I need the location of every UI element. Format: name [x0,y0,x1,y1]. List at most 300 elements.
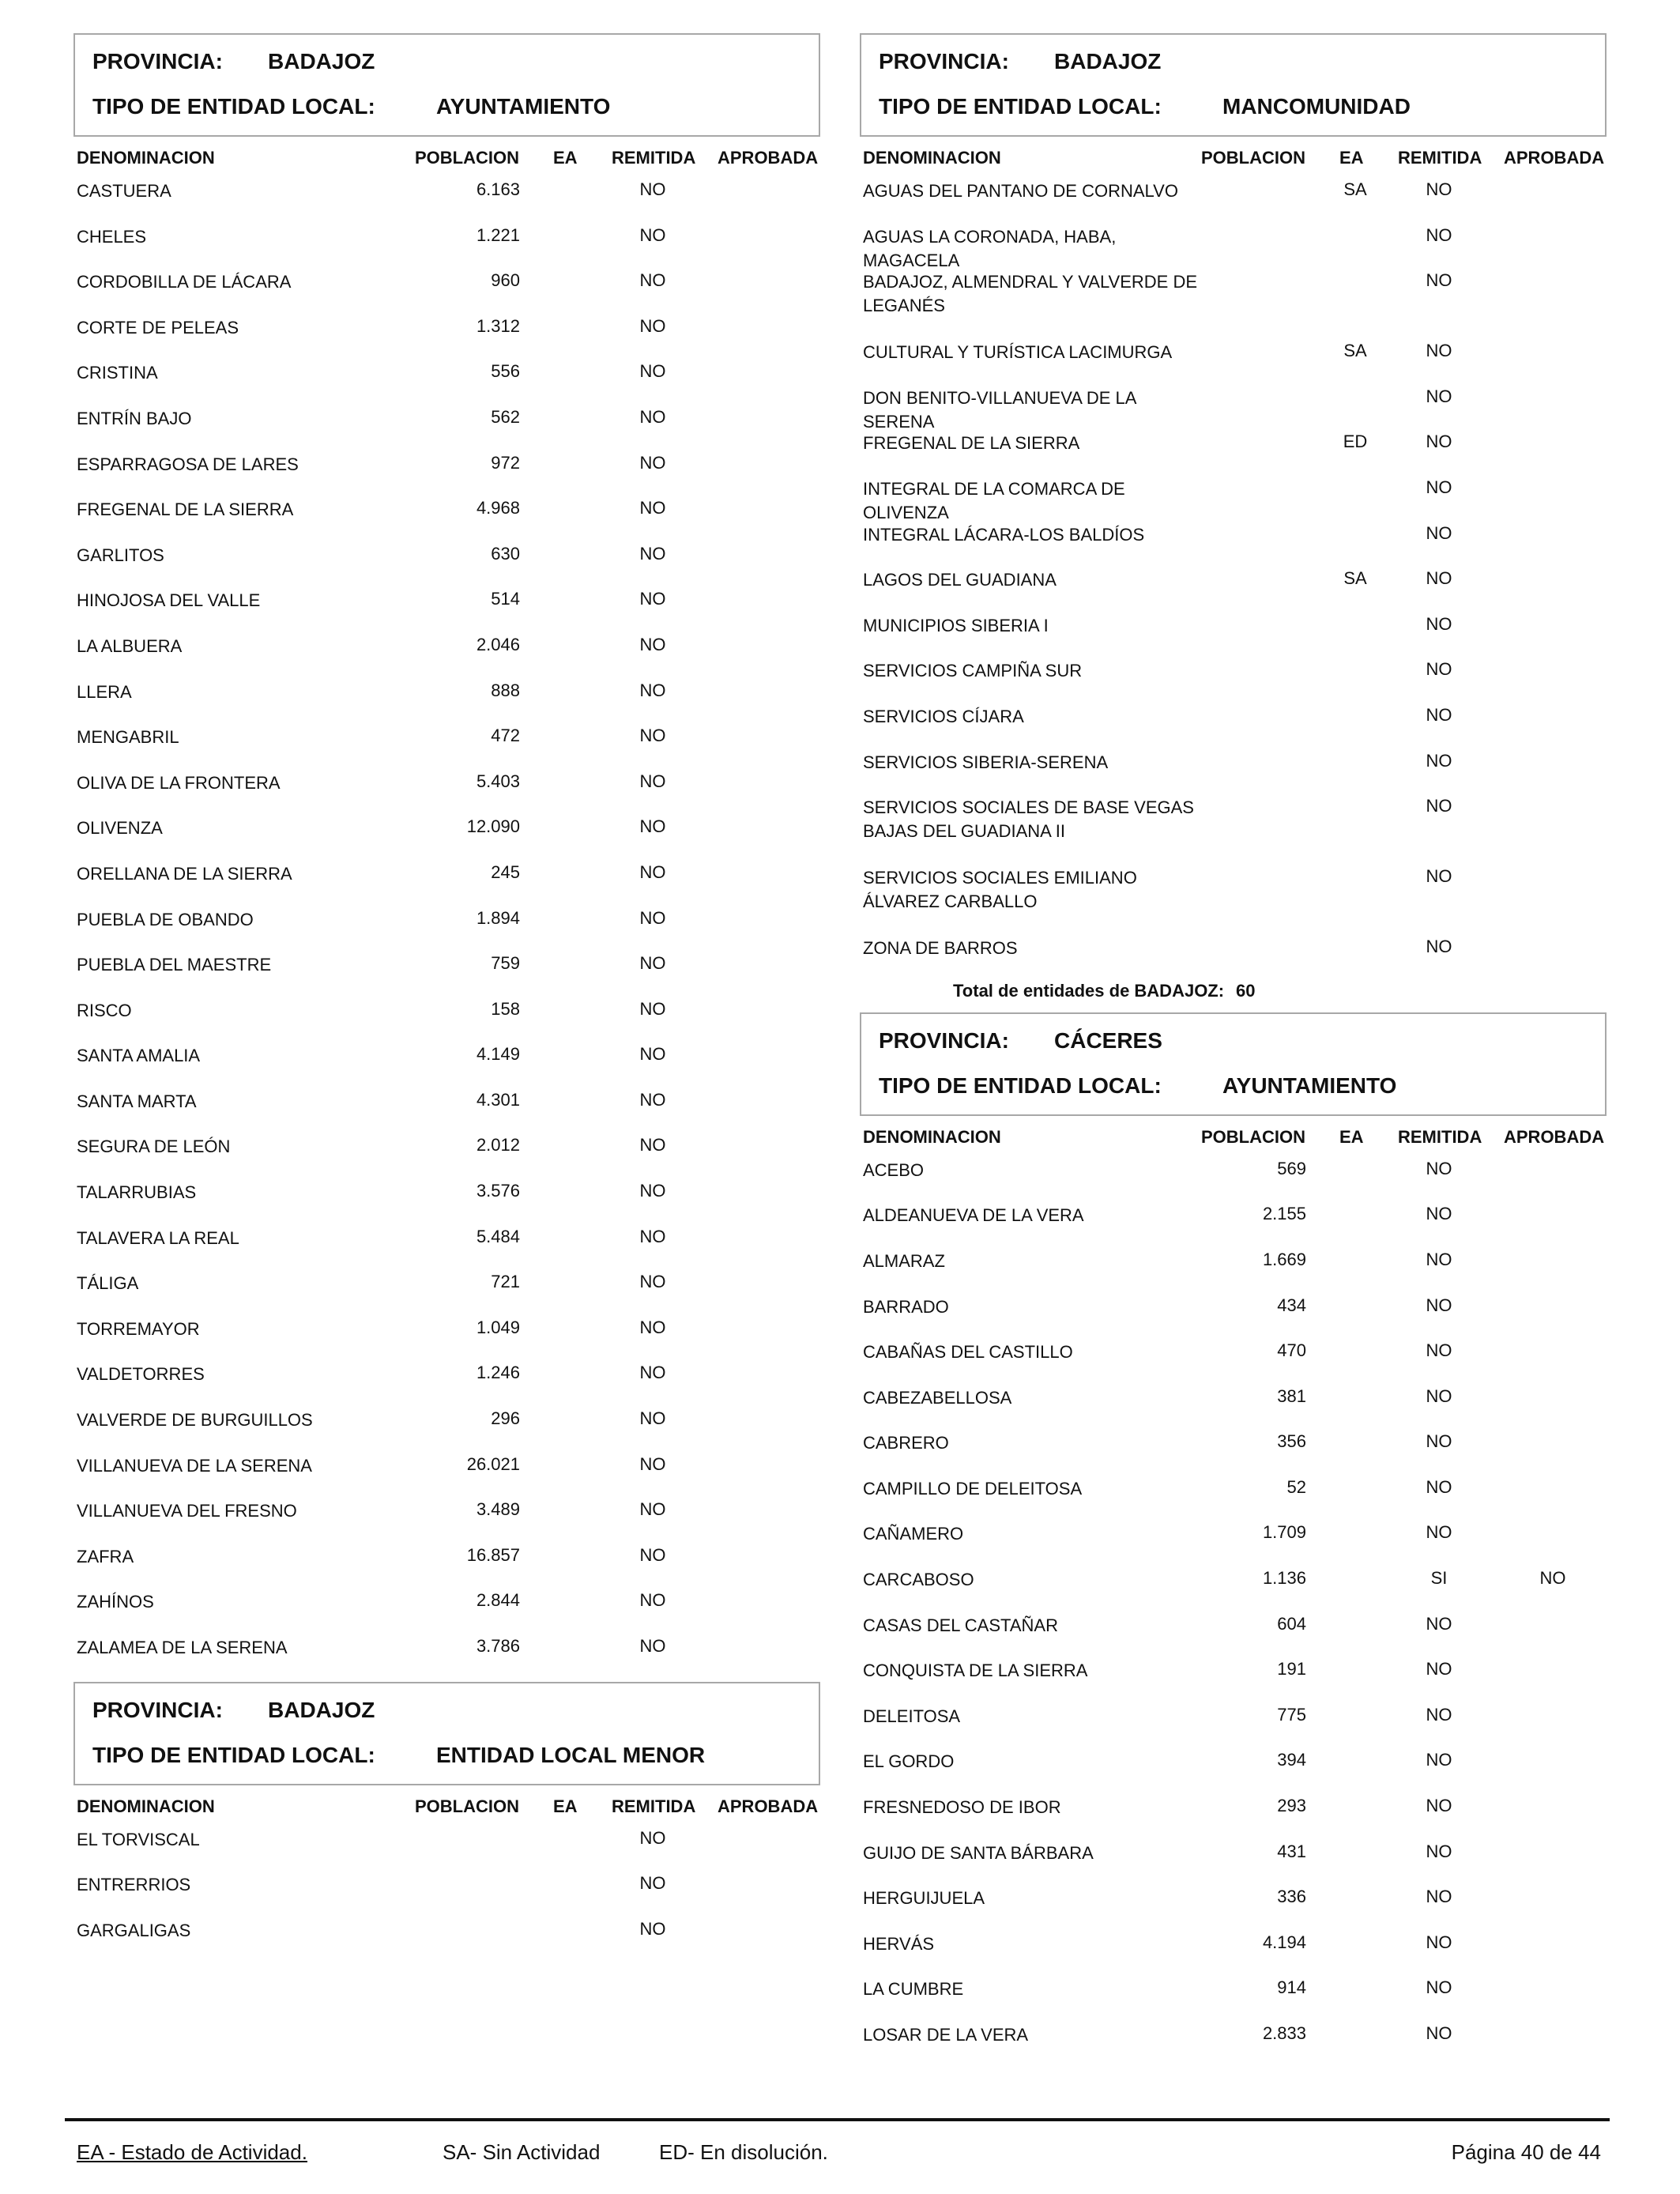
provincia-label: PROVINCIA: [92,49,223,74]
table-row [73,1634,820,1680]
cell-denominacion: CABRERO [863,1433,949,1453]
cell-remitida: NO [639,498,666,518]
table-row [860,1931,1607,1977]
cell-poblacion: 52 [1286,1476,1306,1497]
cell-poblacion: 562 [491,406,520,427]
cell-remitida: SI [1430,1568,1448,1589]
cell-remitida: NO [1426,477,1452,497]
cell-denominacion: ENTRERRIOS [77,1875,191,1895]
cell-remitida: NO [639,1363,666,1383]
cell-remitida: NO [639,1544,666,1565]
cell-denominacion: ORELLANA DE LA SIERRA [77,863,292,884]
cell-denominacion: MUNICIPIOS SIBERIA I [863,615,1049,635]
cell-denominacion: SERVICIOS SIBERIA-SERENA [863,752,1109,772]
table-row [860,1202,1607,1248]
cell-poblacion: 759 [491,953,520,974]
table-row [860,1294,1607,1340]
cell-poblacion: 3.489 [476,1499,520,1520]
table-row [860,430,1607,476]
cell-poblacion: 4.149 [476,1044,520,1065]
table-row [860,1657,1607,1703]
cell-poblacion: 960 [491,270,520,291]
cell-denominacion: HERGUIJUELA [863,1888,985,1909]
table-row [860,269,1607,339]
cell-denominacion: TÁLIGA [77,1273,139,1294]
cell-denominacion: SERVICIOS SOCIALES DE BASE VEGAS BAJAS DEL GUADIANA II [863,797,1194,842]
cell-poblacion: 569 [1277,1158,1306,1178]
cell-remitida: NO [639,1272,666,1292]
cell-poblacion: 245 [491,861,520,882]
table-row [860,1748,1607,1794]
cell-remitida: NO [639,998,666,1019]
cell-poblacion: 3.576 [476,1181,520,1201]
table-row [860,1703,1607,1749]
table-row [73,815,820,861]
header-remitida: REMITIDA [1398,1126,1482,1147]
cell-denominacion: VILLANUEVA DEL FRESNO [77,1501,297,1521]
cell-poblacion: 1.312 [476,315,520,336]
cell-remitida: NO [639,452,666,473]
cell-remitida: NO [639,361,666,382]
cell-denominacion: GARLITOS [77,545,164,565]
cell-remitida: NO [1426,1841,1452,1861]
provincia-label: PROVINCIA: [879,49,1009,74]
table-row [73,1225,820,1271]
cell-denominacion: ALMARAZ [863,1250,945,1271]
column-headers [73,1785,820,1826]
cell-poblacion: 4.301 [476,1089,520,1110]
cell-remitida: NO [1426,270,1452,291]
header-denominacion: DENOMINACION [77,1796,215,1816]
table-row [73,679,820,725]
cell-poblacion: 2.833 [1262,2023,1306,2043]
tipo-entidad-line [92,94,611,119]
table-row [860,1476,1607,1521]
table-row [73,1361,820,1407]
cell-denominacion: LA ALBUERA [77,635,183,656]
cell-denominacion: CASTUERA [77,181,171,201]
cell-poblacion: 630 [491,543,520,564]
cell-remitida: NO [639,406,666,427]
tipo-entidad-value: ENTIDAD LOCAL MENOR [436,1742,706,1767]
cell-remitida: NO [1426,568,1452,589]
cell-denominacion: INTEGRAL LÁCARA-LOS BALDÍOS [863,524,1145,545]
provincia-value: BADAJOZ [268,49,375,74]
cell-denominacion: OLIVA DE LA FRONTERA [77,772,281,793]
cell-remitida: NO [639,953,666,974]
tipo-entidad-value: AYUNTAMIENTO [1222,1072,1397,1098]
cell-remitida: NO [639,1089,666,1110]
cell-remitida: NO [639,589,666,609]
tipo-entidad-label: TIPO DE ENTIDAD LOCAL: [879,94,1162,119]
cell-denominacion: VALVERDE DE BURGUILLOS [77,1410,313,1431]
cell-denominacion: RISCO [77,1000,132,1020]
entity-table [860,178,1607,981]
cell-poblacion: 470 [1277,1340,1306,1361]
cell-denominacion: OLIVENZA [77,818,163,839]
table-row [860,1430,1607,1476]
cell-poblacion: 1.894 [476,907,520,928]
cell-poblacion: 1.246 [476,1363,520,1383]
cell-remitida: NO [1426,1887,1452,1907]
cell-remitida: NO [639,1135,666,1155]
cell-ea: SA [1343,568,1367,589]
table-row [73,1544,820,1589]
table-row [860,224,1607,270]
table-row [860,1248,1607,1294]
tipo-entidad-line [92,1742,706,1768]
cell-remitida: NO [639,1827,666,1848]
cell-remitida: NO [1426,1796,1452,1816]
table-row [860,476,1607,522]
table-row [860,1612,1607,1658]
table-row [73,770,820,816]
section-header [73,1682,820,1785]
table-row [860,935,1607,981]
table-row [73,178,820,224]
cell-denominacion: GARGALIGAS [77,1920,191,1940]
cell-denominacion: SERVICIOS CÍJARA [863,706,1024,726]
header-ea: EA [553,1796,578,1816]
cell-denominacion: AGUAS DEL PANTANO DE CORNALVO [863,181,1178,201]
table-row [73,496,820,542]
cell-denominacion: SERVICIOS CAMPIÑA SUR [863,661,1083,681]
header-aprobada: APROBADA [718,148,819,168]
footer-divider [65,2118,1610,2121]
table-row [73,861,820,907]
cell-poblacion: 6.163 [476,179,520,199]
cell-remitida: NO [1426,750,1452,771]
cell-remitida: NO [639,1499,666,1520]
cell-poblacion: 888 [491,680,520,700]
cell-remitida: NO [639,1453,666,1474]
cell-poblacion: 191 [1277,1659,1306,1679]
cell-ea: SA [1343,179,1367,199]
cell-denominacion: LA CUMBRE [863,1979,964,2000]
table-row [73,451,820,497]
cell-remitida: NO [1426,1522,1452,1543]
cell-denominacion: PUEBLA DEL MAESTRE [77,955,272,975]
table-row [860,522,1607,567]
cell-denominacion: CAÑAMERO [863,1524,964,1544]
table-row [860,658,1607,703]
cell-denominacion: CRISTINA [77,363,158,383]
cell-poblacion: 296 [491,1408,520,1429]
cell-poblacion: 604 [1277,1613,1306,1634]
cell-denominacion: CORDOBILLA DE LÁCARA [77,272,292,292]
cell-denominacion: PUEBLA DE OBANDO [77,909,254,929]
total-label: Total de entidades de BADAJOZ: [953,980,1225,1001]
table-row [73,1270,820,1316]
cell-denominacion: ACEBO [863,1159,925,1180]
tipo-entidad-label: TIPO DE ENTIDAD LOCAL: [92,94,375,119]
cell-remitida: NO [639,771,666,791]
cell-remitida: NO [1426,1932,1452,1952]
cell-denominacion: EL TORVISCAL [77,1829,200,1849]
page-number: Página 40 de 44 [1451,2140,1601,2164]
header-denominacion: DENOMINACION [77,148,215,168]
table-row [73,1872,820,1917]
footer-ea-legend: EA - Estado de Actividad. [77,2140,307,2164]
table-row [73,1498,820,1544]
table-row [73,587,820,633]
table-row [73,1589,820,1634]
table-row [73,1042,820,1088]
cell-denominacion: BADAJOZ, ALMENDRAL Y VALVERDE DE LEGANÉS [863,272,1198,316]
table-row [860,1885,1607,1931]
table-row [860,613,1607,658]
cell-remitida: NO [639,816,666,837]
right-column [860,33,1607,2068]
table-row [73,360,820,405]
cell-poblacion: 1.136 [1262,1568,1306,1589]
table-row [860,339,1607,385]
cell-poblacion: 4.968 [476,498,520,518]
cell-denominacion: LLERA [77,681,132,702]
cell-poblacion: 431 [1277,1841,1306,1861]
cell-remitida: NO [1426,1977,1452,1998]
cell-remitida: NO [639,1044,666,1065]
tipo-entidad-value: AYUNTAMIENTO [436,94,611,119]
cell-denominacion: CABAÑAS DEL CASTILLO [863,1342,1073,1363]
header-poblacion: POBLACION [1201,1126,1305,1147]
cell-poblacion: 16.857 [466,1544,520,1565]
entity-table [73,1826,820,1963]
cell-denominacion: ZONA DE BARROS [863,938,1018,959]
provincia-line [879,49,1162,74]
cell-poblacion: 556 [491,361,520,382]
footer-sa-legend: SA- Sin Actividad [443,2140,601,2164]
table-row [860,2022,1607,2068]
cell-remitida: NO [1426,1613,1452,1634]
section-header [860,1012,1607,1116]
cell-poblacion: 26.021 [466,1453,520,1474]
cell-remitida: NO [639,1408,666,1429]
cell-denominacion: HINOJOSA DEL VALLE [77,590,261,611]
cell-poblacion: 394 [1277,1750,1306,1770]
cell-denominacion: TALARRUBIAS [77,1182,197,1203]
table-row [73,1826,820,1872]
table-row [73,1088,820,1134]
cell-remitida: NO [1426,1249,1452,1269]
cell-remitida: NO [1426,179,1452,199]
total-entidades [860,981,1607,1012]
header-poblacion: POBLACION [415,1796,519,1816]
cell-poblacion: 1.049 [476,1317,520,1337]
cell-remitida: NO [639,861,666,882]
table-row [73,633,820,679]
cell-denominacion: CULTURAL Y TURÍSTICA LACIMURGA [863,342,1173,363]
cell-remitida: NO [1426,659,1452,680]
cell-remitida: NO [1426,386,1452,406]
cell-denominacion: FREGENAL DE LA SIERRA [863,433,1080,454]
cell-remitida: NO [1426,1158,1452,1178]
cell-poblacion: 2.012 [476,1135,520,1155]
cell-remitida: NO [1426,1295,1452,1315]
cell-remitida: NO [1426,704,1452,725]
cell-denominacion: ZAHÍNOS [77,1592,154,1612]
cell-remitida: NO [639,1590,666,1611]
cell-poblacion: 1.669 [1262,1249,1306,1269]
cell-denominacion: SANTA MARTA [77,1091,197,1111]
tipo-entidad-value: MANCOMUNIDAD [1222,94,1411,119]
cell-remitida: NO [1426,341,1452,361]
provincia-value: BADAJOZ [268,1697,375,1722]
cell-denominacion: AGUAS LA CORONADA, HABA, MAGACELA [863,226,1117,270]
cell-remitida: NO [1426,1431,1452,1452]
cell-remitida: NO [639,1918,666,1939]
cell-denominacion: CORTE DE PELEAS [77,317,239,337]
header-poblacion: POBLACION [415,148,519,168]
header-remitida: REMITIDA [612,1796,696,1816]
provincia-line [92,49,375,74]
cell-remitida: NO [639,1636,666,1656]
cell-remitida: NO [1426,1750,1452,1770]
header-ea: EA [553,148,578,168]
cell-denominacion: ENTRÍN BAJO [77,408,192,428]
cell-poblacion: 2.844 [476,1590,520,1611]
cell-remitida: NO [1426,2023,1452,2043]
cell-poblacion: 914 [1277,1977,1306,1998]
cell-denominacion: CASAS DEL CASTAÑAR [863,1615,1058,1635]
cell-poblacion: 336 [1277,1887,1306,1907]
left-column [73,33,820,1962]
cell-denominacion: BARRADO [863,1296,949,1317]
cell-remitida: NO [1426,1204,1452,1224]
table-row [73,1453,820,1498]
table-row [73,542,820,588]
table-row [73,1917,820,1963]
table-row [860,1566,1607,1612]
header-remitida: REMITIDA [1398,148,1482,168]
cell-denominacion: MENGABRIL [77,727,179,748]
table-row [860,1385,1607,1431]
cell-poblacion: 5.403 [476,771,520,791]
cell-denominacion: ALDEANUEVA DE LA VERA [863,1205,1084,1226]
cell-remitida: NO [639,315,666,336]
footer-ed-legend: ED- En disolución. [659,2140,828,2164]
cell-denominacion: TORREMAYOR [77,1318,200,1339]
cell-remitida: NO [639,1873,666,1894]
table-row [860,1521,1607,1566]
cell-denominacion: EL GORDO [863,1751,955,1772]
provincia-value: CÁCERES [1054,1027,1162,1053]
cell-denominacion: HERVÁS [863,1933,935,1954]
cell-denominacion: CHELES [77,226,147,247]
cell-denominacion: CARCABOSO [863,1570,974,1590]
cell-denominacion: CONQUISTA DE LA SIERRA [863,1661,1088,1681]
header-ea: EA [1339,148,1364,168]
cell-denominacion: FRESNEDOSO DE IBOR [863,1797,1061,1818]
column-headers [73,137,820,178]
cell-poblacion: 3.786 [476,1636,520,1656]
table-row [73,315,820,360]
cell-poblacion: 293 [1277,1796,1306,1816]
cell-remitida: NO [1426,796,1452,816]
cell-denominacion: LAGOS DEL GUADIANA [863,570,1057,590]
cell-remitida: NO [639,224,666,245]
provincia-line [879,1027,1162,1054]
cell-denominacion: VALDETORRES [77,1364,205,1385]
cell-remitida: NO [1426,432,1452,452]
header-ea: EA [1339,1126,1364,1147]
provincia-value: BADAJOZ [1054,49,1162,74]
column-headers [860,137,1607,178]
cell-denominacion: FREGENAL DE LA SIERRA [77,499,294,520]
table-row [73,405,820,451]
cell-remitida: NO [639,680,666,700]
table-row [73,724,820,770]
table-row [860,178,1607,224]
cell-poblacion: 514 [491,589,520,609]
table-row [860,1157,1607,1203]
cell-remitida: NO [1426,1659,1452,1679]
cell-poblacion: 5.484 [476,1226,520,1246]
cell-remitida: NO [639,907,666,928]
table-row [860,1339,1607,1385]
cell-denominacion: LOSAR DE LA VERA [863,2025,1029,2045]
tipo-entidad-label: TIPO DE ENTIDAD LOCAL: [92,1742,375,1767]
cell-remitida: NO [639,179,666,199]
cell-remitida: NO [639,634,666,654]
cell-poblacion: 472 [491,726,520,746]
table-row [73,1133,820,1179]
cell-poblacion: 2.155 [1262,1204,1306,1224]
tipo-entidad-label: TIPO DE ENTIDAD LOCAL: [879,1072,1162,1098]
cell-denominacion: ESPARRAGOSA DE LARES [77,454,299,474]
cell-remitida: NO [1426,224,1452,245]
cell-denominacion: SANTA AMALIA [77,1046,201,1066]
cell-poblacion: 434 [1277,1295,1306,1315]
header-aprobada: APROBADA [1504,1126,1605,1147]
cell-remitida: NO [1426,1476,1452,1497]
header-remitida: REMITIDA [612,148,696,168]
cell-remitida: NO [639,1317,666,1337]
table-row [860,865,1607,935]
cell-remitida: NO [1426,937,1452,957]
table-row [860,703,1607,749]
table-row [860,794,1607,865]
column-headers [860,1116,1607,1157]
cell-denominacion: SERVICIOS SOCIALES EMILIANO ÁLVAREZ CARBALLO [863,868,1137,912]
cell-poblacion: 972 [491,452,520,473]
provincia-line [92,1697,375,1723]
cell-remitida: NO [639,1226,666,1246]
cell-poblacion: 356 [1277,1431,1306,1452]
cell-poblacion: 1.221 [476,224,520,245]
table-row [73,952,820,997]
provincia-label: PROVINCIA: [92,1697,223,1722]
header-aprobada: APROBADA [718,1796,819,1816]
table-row [860,567,1607,613]
cell-remitida: NO [1426,522,1452,543]
cell-denominacion: GUIJO DE SANTA BÁRBARA [863,1842,1094,1863]
table-row [860,1840,1607,1886]
entity-table [860,1157,1607,2068]
cell-poblacion: 4.194 [1262,1932,1306,1952]
cell-denominacion: VILLANUEVA DE LA SERENA [77,1455,312,1476]
cell-denominacion: DELEITOSA [863,1706,961,1726]
provincia-label: PROVINCIA: [879,1027,1009,1053]
header-denominacion: DENOMINACION [863,1126,1001,1147]
cell-denominacion: TALAVERA LA REAL [77,1227,239,1248]
table-row [860,1976,1607,2022]
header-poblacion: POBLACION [1201,148,1305,168]
header-denominacion: DENOMINACION [863,148,1001,168]
cell-remitida: NO [1426,1340,1452,1361]
table-row [860,749,1607,795]
table-row [73,224,820,270]
